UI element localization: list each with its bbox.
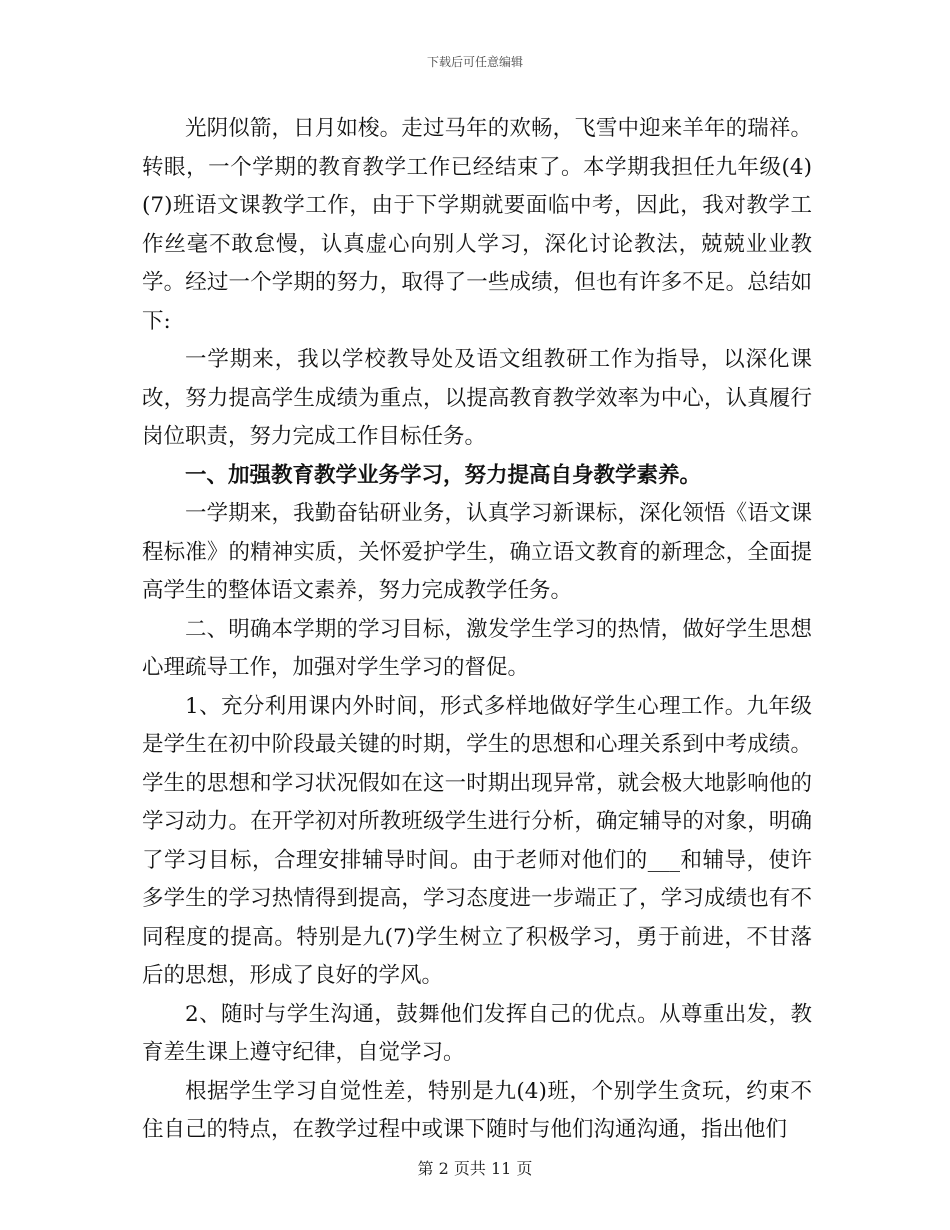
section-heading-1: 一、加强教育教学业务学习，努力提高自身教学素养。 xyxy=(185,462,702,488)
document-body xyxy=(142,110,812,1150)
page-footer: 第 2 页共 11 页 xyxy=(417,1159,533,1178)
paragraph-item-1: 1、充分利用课内外时间，形式多样地做好学生心理工作。九年级是学生在初中阶段最关键的时期，学生的思想和心理关系到中考成绩。学生的思想和学习状况假如在这一时期出现异常，就会极大地影响他的学习动力。在开学初对所教班级学生进行分析，确定辅导的对象，明确了学习目标，合理安排辅导时间。由于老师对他们的___和辅导，使许多学生的学习热情得到提高，学习态度进一步端正了，学习成绩也有不同程度的提高。特别是九(7)学生树立了积极学习，勇于前进，不甘落后的思想，形成了良好的学风。 xyxy=(142,693,812,988)
page-header: 下载后可任意编辑 xyxy=(426,55,523,69)
paragraph-continued: 根据学生学习自觉性差，特别是九(4)班，个别学生贪玩，约束不住自己的特点，在教学过程中或课下随时与他们沟通沟通，指出他们 xyxy=(142,1078,812,1142)
paragraph-intro: 光阴似箭，日月如梭。走过马年的欢畅，飞雪中迎来羊年的瑞祥。转眼，一个学期的教育教学工作已经结束了。本学期我担任九年级(4)(7)班语文课教学工作，由于下学期就要面临中考，因此，我对教学工作丝毫不敢怠慢，认真虚心向别人学习，深化讨论教法，兢兢业业教学。经过一个学期的努力，取得了一些成绩，但也有许多不足。总结如下: xyxy=(142,116,812,334)
paragraph-section-1: 一学期来，我勤奋钻研业务，认真学习新课标，深化领悟《语文课程标准》的精神实质，关怀爱护学生，确立语文教育的新理念，全面提高学生的整体语文素养，努力完成教学任务。 xyxy=(142,501,812,603)
paragraph-overview: 一学期来，我以学校教导处及语文组教研工作为指导，以深化课改，努力提高学生成绩为重点，以提高教育教学效率为中心，认真履行岗位职责，努力完成工作目标任务。 xyxy=(142,347,812,449)
paragraph-item-2: 2、随时与学生沟通，鼓舞他们发挥自己的优点。从尊重出发，教育差生课上遵守纪律，自觉学习。 xyxy=(142,1001,812,1065)
section-heading-2: 二、明确本学期的学习目标，激发学生学习的热情，做好学生思想心理疏导工作，加强对学生学习的督促。 xyxy=(142,616,812,680)
